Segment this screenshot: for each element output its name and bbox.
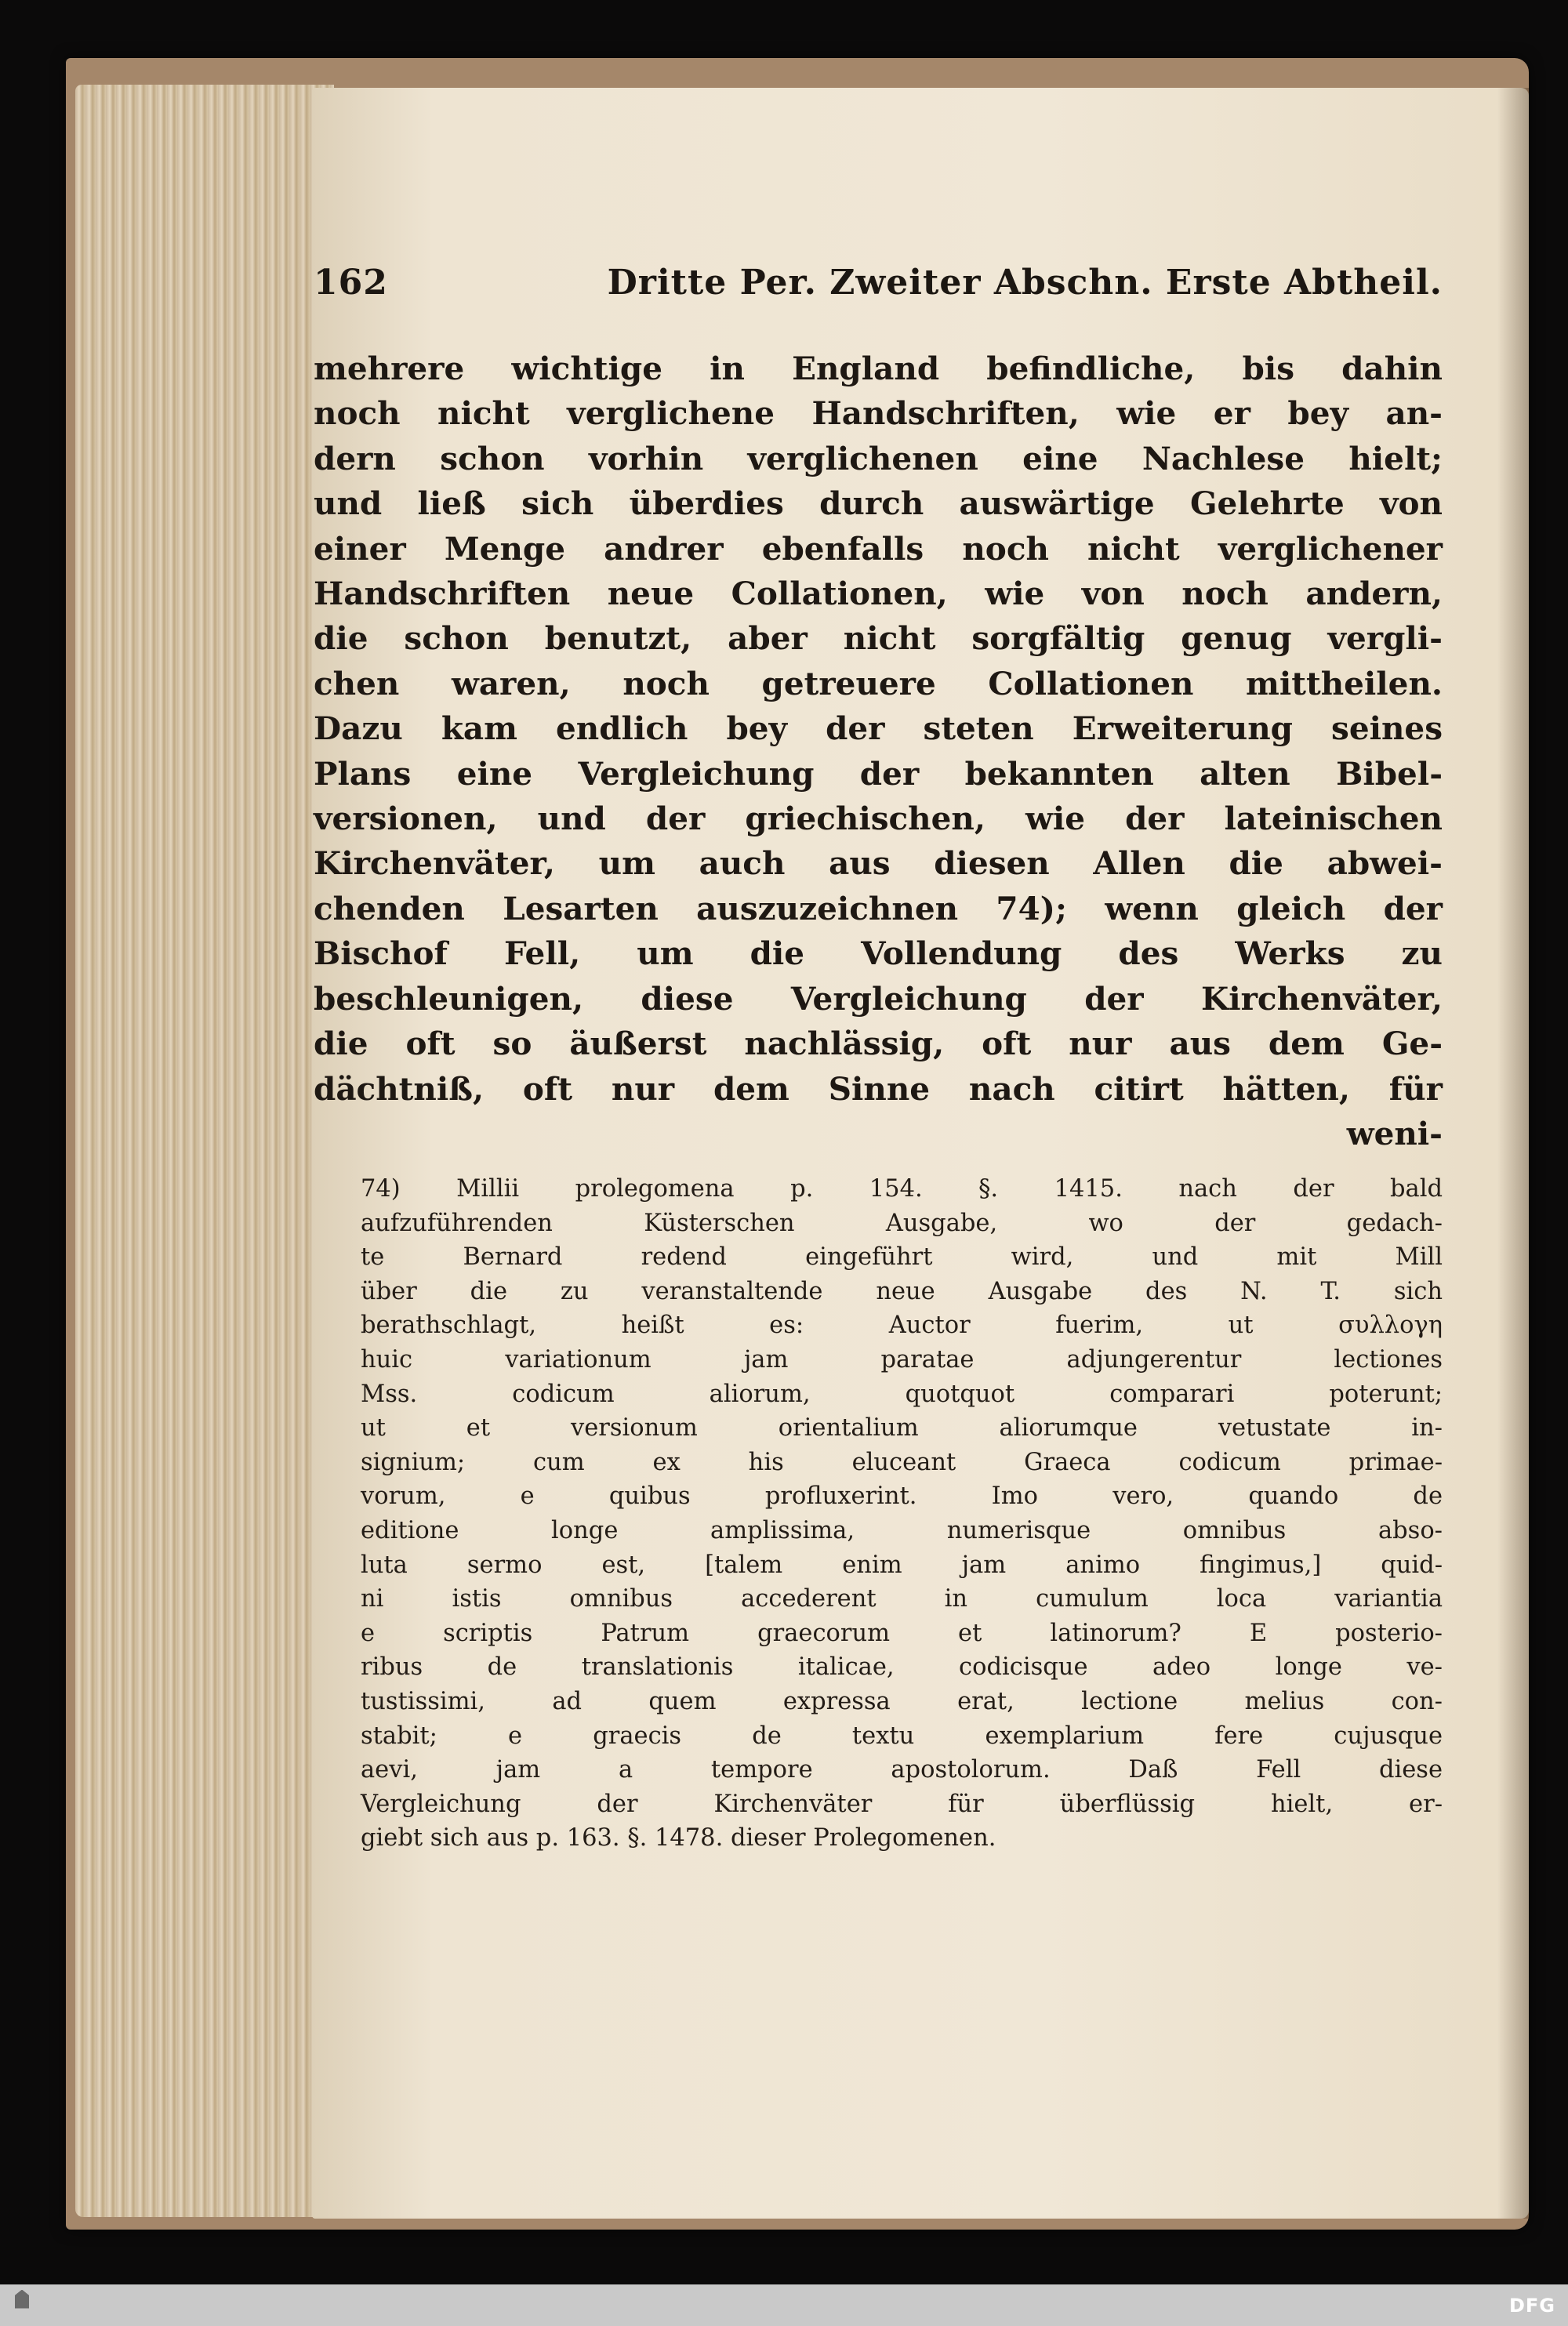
library-logo-icon [15, 2290, 29, 2309]
body-line: noch nicht verglichene Handschriften, wie er bey an- [314, 394, 1443, 433]
library-logo [8, 2290, 36, 2321]
body-text [314, 347, 1443, 1156]
running-title: Dritte Per. Zweiter Abschn. Erste Abtheil. [607, 263, 1443, 303]
footnote-line: luta sermo est, [talem enim jam animo fingimus,] quid- [361, 1551, 1443, 1579]
footnote-line: stabit; e graecis de textu exemplarium fere cujusque [361, 1722, 1443, 1750]
footnote-line: giebt sich aus p. 163. §. 1478. dieser Prolegomenen. [361, 1824, 996, 1852]
footnote-line: 74) Millii prolegomena p. 154. §. 1415. nach der bald [361, 1175, 1443, 1203]
body-line: einer Menge andrer ebenfalls noch nicht verglichener [314, 529, 1443, 568]
footnote-line: Vergleichung der Kirchenväter für überflüssig hielt, er- [361, 1790, 1443, 1818]
footnote-line: vorum, e quibus profluxerint. Imo vero, quando de [361, 1482, 1443, 1511]
body-line: Dazu kam endlich bey der steten Erweiterung seines [314, 709, 1443, 748]
body-line: die schon benutzt, aber nicht sorgfältig genug vergli- [314, 619, 1443, 658]
body-line: versionen, und der griechischen, wie der lateinischen [314, 800, 1443, 838]
body-line: chen waren, noch getreuere Collationen mittheilen. [314, 664, 1443, 702]
body-line: Plans eine Vergleichung der bekannten alten Bibel- [314, 754, 1443, 793]
body-line: mehrere wichtige in England befindliche, bis dahin [314, 350, 1443, 387]
footnote-line: Mss. codicum aliorum, quotquot comparari poterunt; [361, 1380, 1443, 1408]
body-line: Bischof Fell, um die Vollendung des Werks zu [314, 934, 1443, 973]
footnote-line: tustissimi, ad quem expressa erat, lectione melius con- [361, 1687, 1443, 1715]
body-line: die oft so äußerst nachlässig, oft nur aus dem Ge- [314, 1025, 1443, 1063]
footnote [361, 1172, 1443, 1856]
footnote-line: aufzuführenden Küsterschen Ausgabe, wo der gedach- [361, 1209, 1443, 1237]
dfg-logo: DFG [1508, 2294, 1555, 2317]
page-number: 162 [314, 263, 388, 303]
footnote-line: te Bernard redend eingeführt wird, und mit Mill [361, 1243, 1443, 1272]
catchword: weni- [1346, 1114, 1443, 1152]
footnote-line: berathschlagt, heißt es: Auctor fuerim, ut συλλογη [361, 1312, 1443, 1340]
footnote-line: e scriptis Patrum graecorum et latinorum? E posterio- [361, 1619, 1443, 1647]
footnote-line: editione longe amplissima, numerisque omnibus abso- [361, 1516, 1443, 1544]
viewer-footer-bar [0, 2284, 1568, 2326]
page-edges [75, 85, 334, 2217]
footnote-line: signium; cum ex his eluceant Graeca codicum primae- [361, 1448, 1443, 1476]
body-line: Kirchenväter, um auch aus diesen Allen die abwei- [314, 844, 1443, 883]
footnote-line: ni istis omnibus accederent in cumulum loca variantia [361, 1585, 1443, 1613]
body-line: Handschriften neue Collationen, wie von noch andern, [314, 575, 1443, 613]
gutter-shadow [1497, 88, 1529, 2219]
footnote-line: aevi, jam a tempore apostolorum. Daß Fell diese [361, 1756, 1443, 1784]
footnote-line: huic variationum jam paratae adjungerentur lectiones [361, 1345, 1443, 1373]
body-line: und ließ sich überdies durch auswärtige Gelehrte von [314, 484, 1443, 523]
footnote-line: ribus de translationis italicae, codicisque adeo longe ve- [361, 1653, 1443, 1682]
body-line: chenden Lesarten auszuzeichnen 74); wenn gleich der [314, 889, 1443, 927]
body-line: dächtniß, oft nur dem Sinne nach citirt hätten, für [314, 1069, 1443, 1108]
footnote-line: ut et versionum orientalium aliorumque vetustate in- [361, 1414, 1443, 1442]
body-line: dern schon vorhin verglichenen eine Nachlese hielt; [314, 439, 1443, 477]
running-head [314, 263, 1443, 325]
footnote-line: über die zu veranstaltende neue Ausgabe des N. T. sich [361, 1277, 1443, 1305]
body-line: beschleunigen, diese Vergleichung der Kirchenväter, [314, 979, 1443, 1018]
